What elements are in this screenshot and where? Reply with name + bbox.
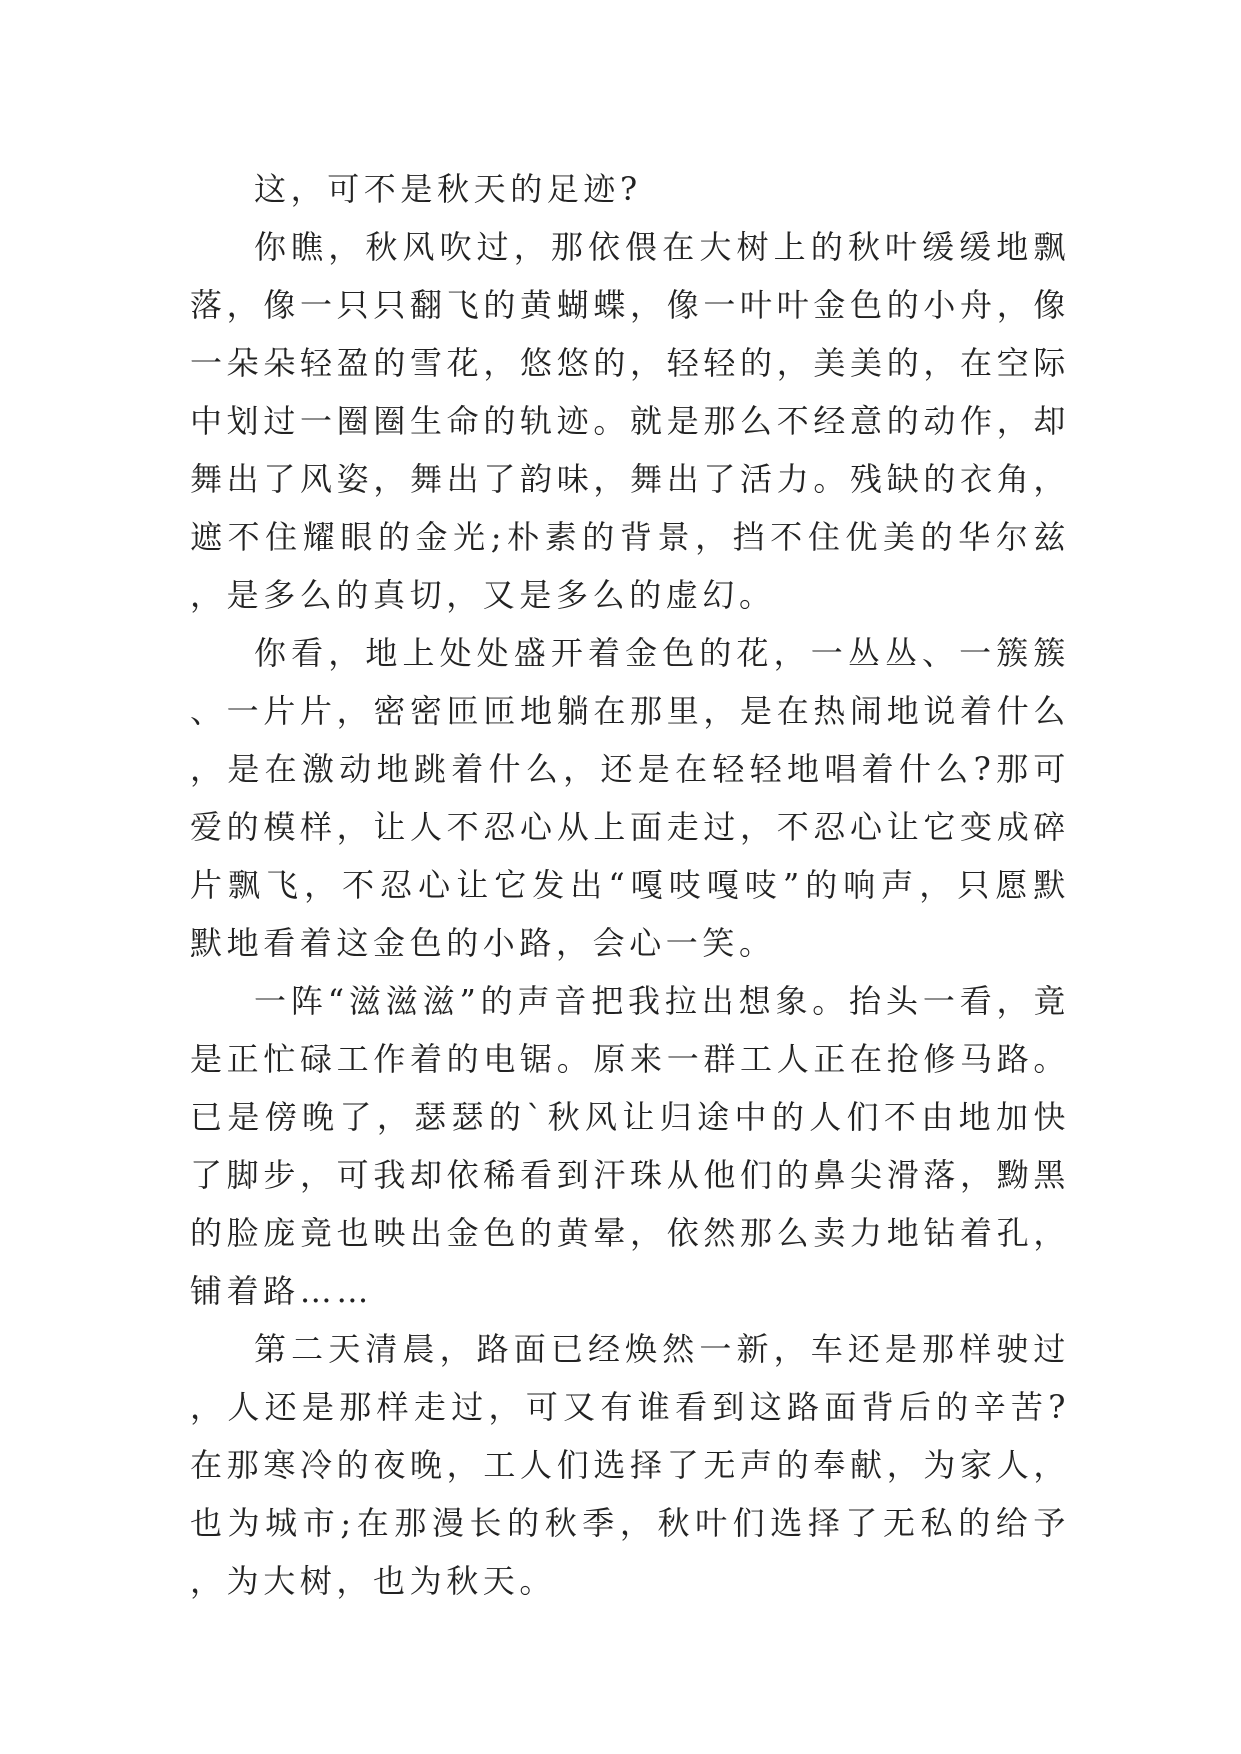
document-body: [190, 160, 1070, 1610]
paragraph-4: 一阵“滋滋滋”的声音把我拉出想象。抬头一看，竟是正忙碌工作着的电锯。原来一群工人正在抢修马路。已是傍晚了，瑟瑟的`秋风让归途中的人们不由地加快了脚步，可我却依稀看到汗珠从他们的鼻尖滑落，黝黑的脸庞竟也映出金色的黄晕，依然那么卖力地钻着孔，铺着路……: [190, 982, 1070, 1310]
paragraph-1: 这，可不是秋天的足迹?: [254, 170, 642, 208]
paragraph-2: 你瞧，秋风吹过，那依偎在大树上的秋叶缓缓地飘落，像一只只翻飞的黄蝴蝶，像一叶叶金色的小舟，像一朵朵轻盈的雪花，悠悠的，轻轻的，美美的，在空际中划过一圈圈生命的轨迹。就是那么不经意的动作，却舞出了风姿，舞出了韵味，舞出了活力。残缺的衣角，遮不住耀眼的金光;朴素的背景，挡不住优美的华尔兹，是多么的真切，又是多么的虚幻。: [190, 228, 1070, 614]
paragraph-5: 第二天清晨，路面已经焕然一新，车还是那样驶过，人还是那样走过，可又有谁看到这路面背后的辛苦?在那寒冷的夜晚，工人们选择了无声的奉献，为家人，也为城市;在那漫长的秋季，秋叶们选择了无私的给予，为大树，也为秋天。: [190, 1330, 1070, 1600]
paragraph-3: 你看，地上处处盛开着金色的花，一丛丛、一簇簇、一片片，密密匝匝地躺在那里，是在热闹地说着什么，是在激动地跳着什么，还是在轻轻地唱着什么?那可爱的模样，让人不忍心从上面走过，不忍心让它变成碎片飘飞，不忍心让它发出“嘎吱嘎吱”的响声，只愿默默地看着这金色的小路，会心一笑。: [190, 634, 1070, 962]
